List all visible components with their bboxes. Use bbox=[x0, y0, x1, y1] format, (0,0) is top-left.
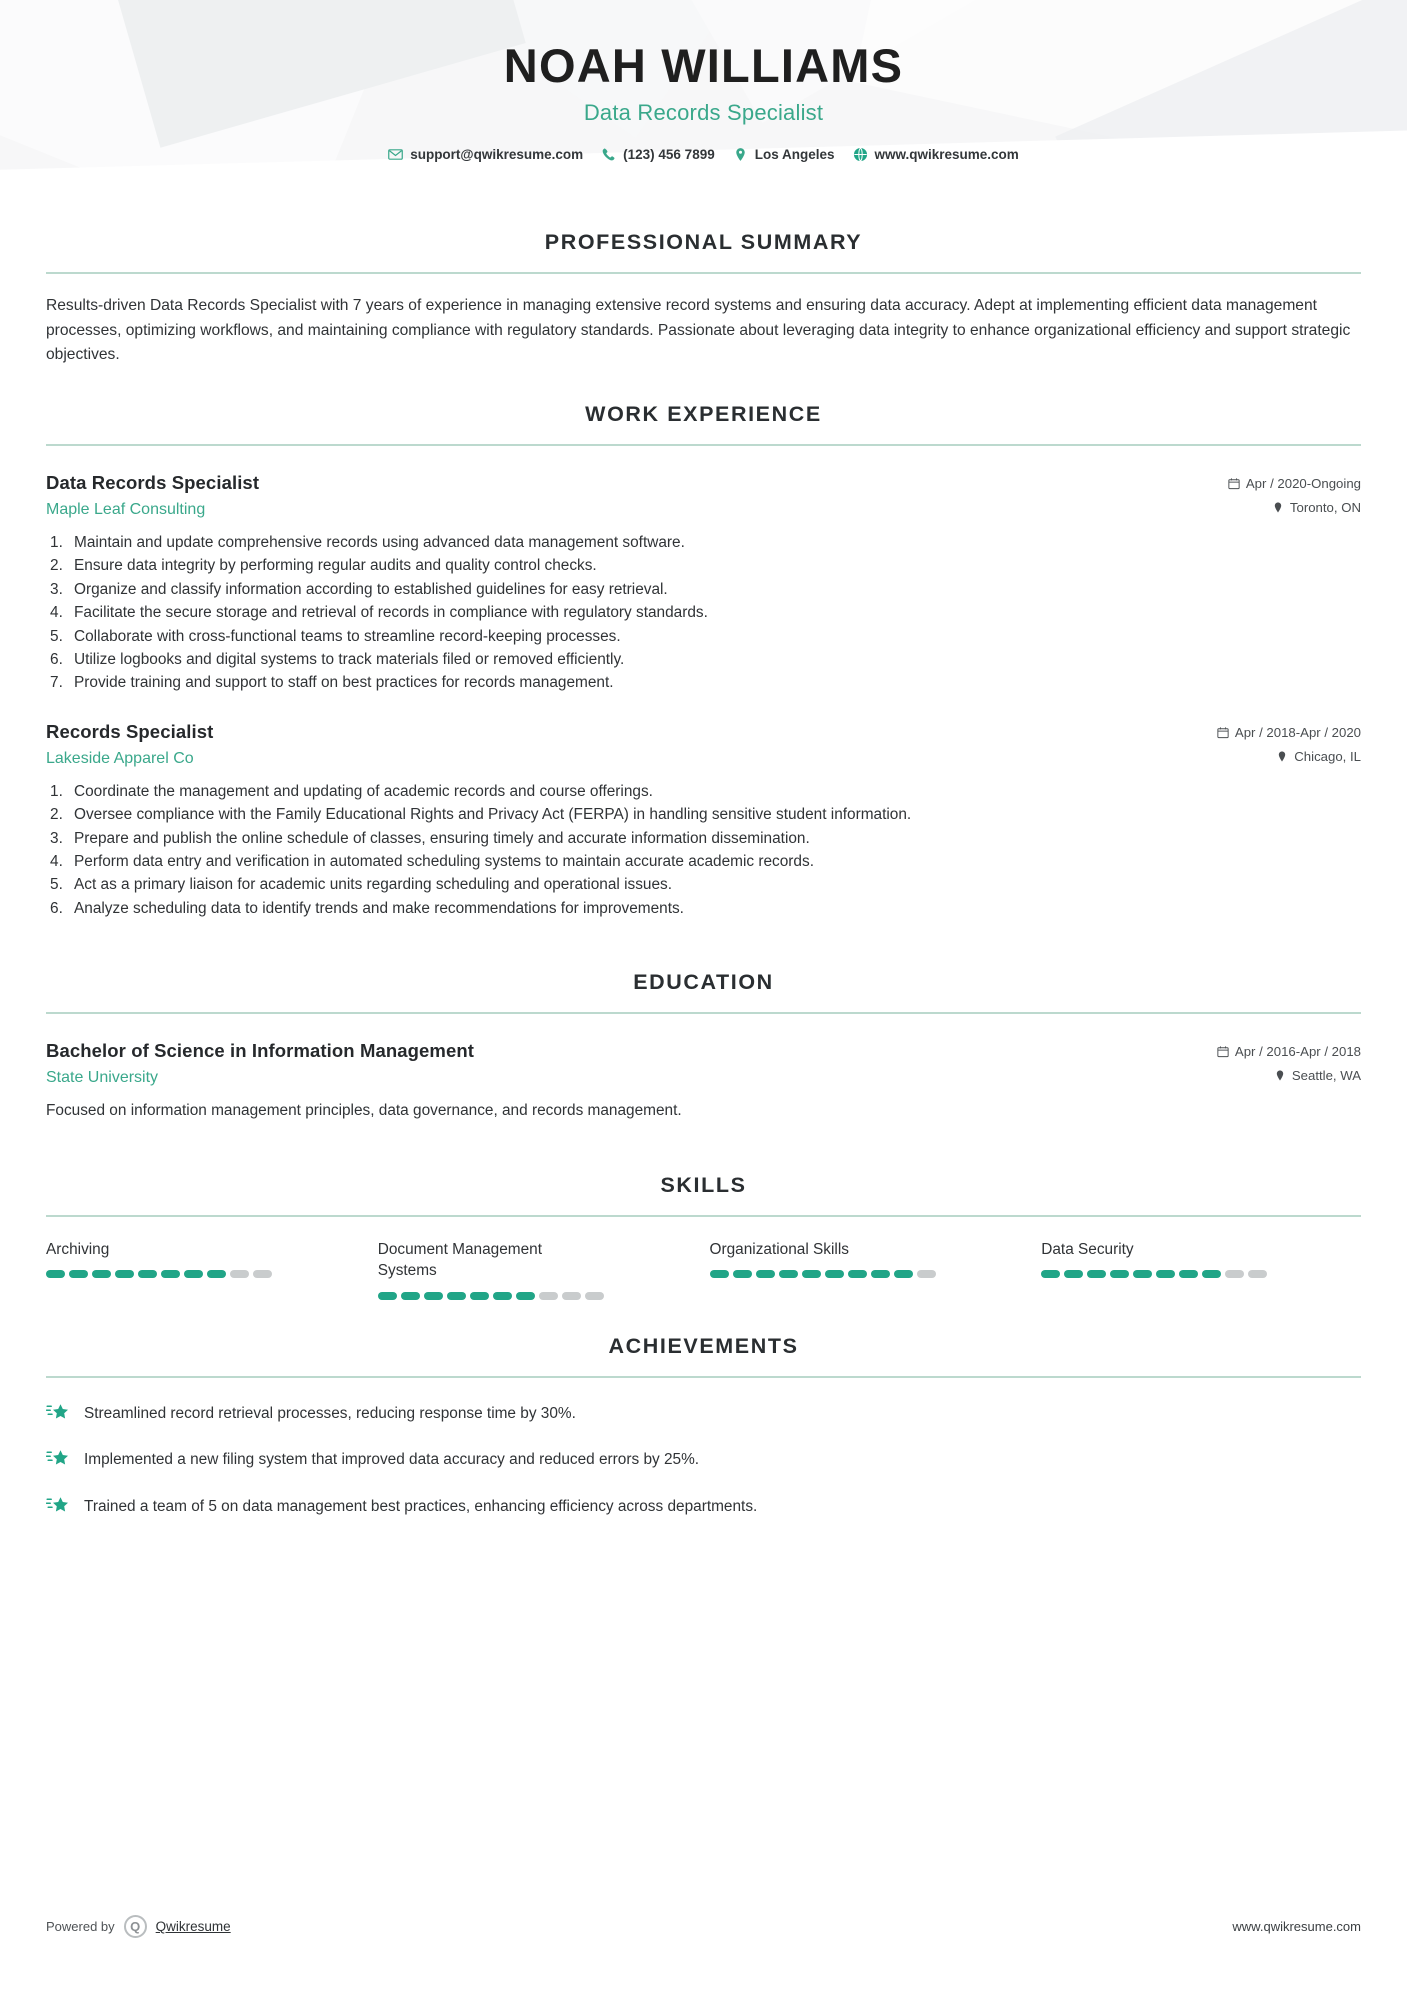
skill-segment bbox=[447, 1292, 466, 1300]
bullet-item: Analyze scheduling data to identify trends and make recommendations for improvements. bbox=[74, 899, 684, 917]
skill-segment bbox=[779, 1270, 798, 1278]
skill-item bbox=[1041, 1239, 1361, 1301]
section-achievements bbox=[46, 1334, 1361, 1517]
experience-company: Lakeside Apparel Co bbox=[46, 749, 194, 767]
calendar-icon bbox=[1217, 726, 1229, 739]
powered-by-block bbox=[46, 1915, 231, 1938]
spacer bbox=[46, 196, 1361, 230]
bullet-item: Organize and classify information according to established guidelines for easy retrieval. bbox=[74, 580, 668, 598]
skill-segment bbox=[92, 1270, 111, 1278]
skill-segment bbox=[184, 1270, 203, 1278]
skill-segment bbox=[917, 1270, 936, 1278]
skill-segment bbox=[562, 1292, 581, 1300]
experience-bullets bbox=[46, 780, 1361, 920]
skill-item bbox=[710, 1239, 1030, 1301]
spacer bbox=[46, 920, 1361, 970]
skill-segment bbox=[848, 1270, 867, 1278]
skill-level-bar bbox=[1041, 1270, 1361, 1278]
skill-segment bbox=[493, 1292, 512, 1300]
section-skills bbox=[46, 1173, 1361, 1301]
achievements-list bbox=[46, 1400, 1361, 1517]
bullet-item: Act as a primary liaison for academic units regarding scheduling and operational issues. bbox=[74, 876, 672, 894]
skill-segment bbox=[1041, 1270, 1060, 1278]
candidate-job-title: Data Records Specialist bbox=[583, 99, 824, 125]
calendar-icon bbox=[1217, 1045, 1229, 1058]
skill-segment bbox=[401, 1292, 420, 1300]
section-divider bbox=[46, 272, 1361, 274]
achievement-text: Streamlined record retrieval processes, reducing response time by 30%. bbox=[84, 1405, 576, 1423]
contact-website-value: www.qwikresume.com bbox=[874, 146, 1019, 162]
contact-email[interactable] bbox=[388, 147, 583, 162]
experience-dates-value: Apr / 2018-Apr / 2020 bbox=[1234, 724, 1361, 740]
skill-segment bbox=[539, 1292, 558, 1300]
calendar-icon bbox=[1228, 477, 1240, 490]
skill-segment bbox=[1087, 1270, 1106, 1278]
skill-level-bar bbox=[46, 1270, 366, 1278]
contact-row bbox=[0, 147, 1407, 162]
education-description: Focused on information management principles, data governance, and records management. bbox=[46, 1102, 682, 1120]
section-divider bbox=[46, 1376, 1361, 1378]
skill-segment bbox=[585, 1292, 604, 1300]
section-summary bbox=[46, 230, 1361, 368]
shooting-star-icon bbox=[46, 1401, 70, 1425]
skill-segment bbox=[46, 1270, 65, 1278]
education-location-value: Seattle, WA bbox=[1291, 1068, 1361, 1084]
location-pin-icon bbox=[1274, 1069, 1286, 1082]
skill-segment bbox=[516, 1292, 535, 1300]
experience-dates bbox=[1217, 725, 1361, 740]
footer-website: www.qwikresume.com bbox=[1232, 1919, 1361, 1934]
skill-label: Document Management Systems bbox=[377, 1240, 543, 1280]
skill-segment bbox=[69, 1270, 88, 1278]
achievement-text: Implemented a new filing system that improved data accuracy and reduced errors by 25%. bbox=[84, 1451, 700, 1469]
skill-level-bar bbox=[378, 1292, 698, 1300]
skill-segment bbox=[230, 1270, 249, 1278]
map-pin-icon bbox=[733, 147, 748, 162]
envelope-icon bbox=[388, 147, 403, 162]
section-education bbox=[46, 970, 1361, 1122]
experience-entry bbox=[46, 721, 1361, 920]
skill-segment bbox=[733, 1270, 752, 1278]
experience-role: Records Specialist bbox=[46, 720, 214, 742]
skill-segment bbox=[378, 1292, 397, 1300]
bullet-item: Ensure data integrity by performing regular audits and quality control checks. bbox=[74, 557, 597, 575]
section-title-education: EDUCATION bbox=[633, 970, 774, 995]
experience-company: Maple Leaf Consulting bbox=[46, 500, 206, 518]
qwikresume-brand-link[interactable]: Qwikresume bbox=[155, 1919, 231, 1934]
experience-location bbox=[1228, 500, 1361, 515]
education-dates-value: Apr / 2016-Apr / 2018 bbox=[1234, 1044, 1361, 1060]
contact-phone-value: (123) 456 7899 bbox=[623, 146, 715, 162]
section-divider bbox=[46, 444, 1361, 446]
contact-location bbox=[733, 147, 835, 162]
spacer bbox=[46, 1123, 1361, 1173]
section-title-achievements: ACHIEVEMENTS bbox=[608, 1334, 799, 1359]
shooting-star-icon bbox=[46, 1494, 70, 1518]
summary-paragraph: Results-driven Data Records Specialist with 7 years of experience in managing extensive record systems and ensuring data accuracy. Adept at implementing efficient data management processes, optimizing workflows, and maintaining compliance with regulatory standards. Passionate about leveraging data integrity to enhance organizational efficiency and support strategic objectives. bbox=[46, 297, 1351, 364]
skill-segment bbox=[1248, 1270, 1267, 1278]
bullet-item: Utilize logbooks and digital systems to track materials filed or removed efficiently. bbox=[74, 650, 625, 668]
skill-item bbox=[378, 1239, 698, 1301]
skill-segment bbox=[138, 1270, 157, 1278]
page-footer bbox=[46, 1915, 1361, 1938]
bullet-item: Oversee compliance with the Family Educational Rights and Privacy Act (FERPA) in handling sensitive student information. bbox=[74, 806, 912, 824]
skill-segment bbox=[1064, 1270, 1083, 1278]
shooting-star-icon bbox=[46, 1447, 70, 1471]
spacer bbox=[46, 368, 1361, 402]
section-title-summary: PROFESSIONAL SUMMARY bbox=[544, 230, 863, 254]
achievement-text: Trained a team of 5 on data management best practices, enhancing efficiency across departments. bbox=[84, 1497, 758, 1515]
contact-website[interactable] bbox=[853, 147, 1019, 162]
powered-by-label: Powered by bbox=[46, 1919, 115, 1934]
skill-segment bbox=[424, 1292, 443, 1300]
experience-dates bbox=[1228, 476, 1361, 491]
entry-header bbox=[46, 1040, 1361, 1087]
skill-segment bbox=[1156, 1270, 1175, 1278]
skill-label: Organizational Skills bbox=[709, 1240, 849, 1258]
experience-entry bbox=[46, 472, 1361, 695]
experience-location-value: Chicago, IL bbox=[1294, 748, 1361, 764]
phone-icon bbox=[601, 147, 616, 162]
skills-grid bbox=[46, 1239, 1361, 1301]
bullet-item: Perform data entry and verification in automated scheduling systems to maintain accurate academic records. bbox=[74, 852, 814, 870]
bullet-item: Facilitate the secure storage and retrieval of records in compliance with regulatory standards. bbox=[74, 604, 708, 622]
achievement-item bbox=[46, 1493, 1361, 1518]
education-location bbox=[1217, 1068, 1361, 1083]
skill-segment bbox=[1110, 1270, 1129, 1278]
education-school: State University bbox=[46, 1069, 159, 1087]
skill-segment bbox=[802, 1270, 821, 1278]
skill-segment bbox=[1225, 1270, 1244, 1278]
skill-label: Data Security bbox=[1041, 1240, 1134, 1258]
bullet-item: Provide training and support to staff on best practices for records management. bbox=[74, 674, 614, 692]
experience-role: Data Records Specialist bbox=[46, 471, 260, 493]
globe-icon bbox=[853, 147, 868, 162]
education-degree: Bachelor of Science in Information Management bbox=[46, 1040, 475, 1062]
skill-segment bbox=[710, 1270, 729, 1278]
bullet-item: Collaborate with cross-functional teams to streamline record-keeping processes. bbox=[74, 627, 621, 645]
skill-item bbox=[46, 1239, 366, 1301]
skill-segment bbox=[825, 1270, 844, 1278]
resume-header bbox=[0, 0, 1407, 196]
section-divider bbox=[46, 1215, 1361, 1217]
section-experience bbox=[46, 402, 1361, 920]
experience-dates-value: Apr / 2020-Ongoing bbox=[1245, 475, 1361, 491]
contact-phone[interactable] bbox=[601, 147, 715, 162]
experience-location-value: Toronto, ON bbox=[1289, 499, 1361, 515]
skill-segment bbox=[161, 1270, 180, 1278]
entry-header bbox=[46, 721, 1361, 768]
skill-segment bbox=[207, 1270, 226, 1278]
bullet-item: Prepare and publish the online schedule of classes, ensuring timely and accurate information dissemination. bbox=[74, 829, 810, 847]
achievement-item bbox=[46, 1400, 1361, 1425]
experience-bullets bbox=[46, 531, 1361, 695]
skill-segment bbox=[1133, 1270, 1152, 1278]
location-pin-icon bbox=[1276, 750, 1288, 763]
skill-segment bbox=[253, 1270, 272, 1278]
experience-location bbox=[1217, 749, 1361, 764]
skill-segment bbox=[1179, 1270, 1198, 1278]
candidate-name: NOAH WILLIAMS bbox=[503, 39, 904, 92]
bullet-item: Coordinate the management and updating of academic records and course offerings. bbox=[74, 782, 653, 800]
skill-segment bbox=[871, 1270, 890, 1278]
skill-segment bbox=[894, 1270, 913, 1278]
entry-header bbox=[46, 472, 1361, 519]
skill-level-bar bbox=[710, 1270, 1030, 1278]
section-title-experience: WORK EXPERIENCE bbox=[585, 401, 822, 426]
skill-label: Archiving bbox=[46, 1240, 110, 1258]
education-dates bbox=[1217, 1044, 1361, 1059]
section-divider bbox=[46, 1012, 1361, 1014]
skill-segment bbox=[470, 1292, 489, 1300]
bullet-item: Maintain and update comprehensive records using advanced data management software. bbox=[74, 533, 685, 551]
skill-segment bbox=[115, 1270, 134, 1278]
contact-email-value: support@qwikresume.com bbox=[410, 146, 584, 162]
location-pin-icon bbox=[1272, 501, 1284, 514]
education-entry bbox=[46, 1040, 1361, 1122]
spacer bbox=[46, 1300, 1361, 1334]
achievement-item bbox=[46, 1446, 1361, 1471]
skill-segment bbox=[1202, 1270, 1221, 1278]
skill-segment bbox=[756, 1270, 775, 1278]
section-title-skills: SKILLS bbox=[660, 1172, 747, 1197]
qwikresume-logo-icon: Q bbox=[124, 1915, 147, 1938]
contact-location-value: Los Angeles bbox=[754, 146, 835, 162]
